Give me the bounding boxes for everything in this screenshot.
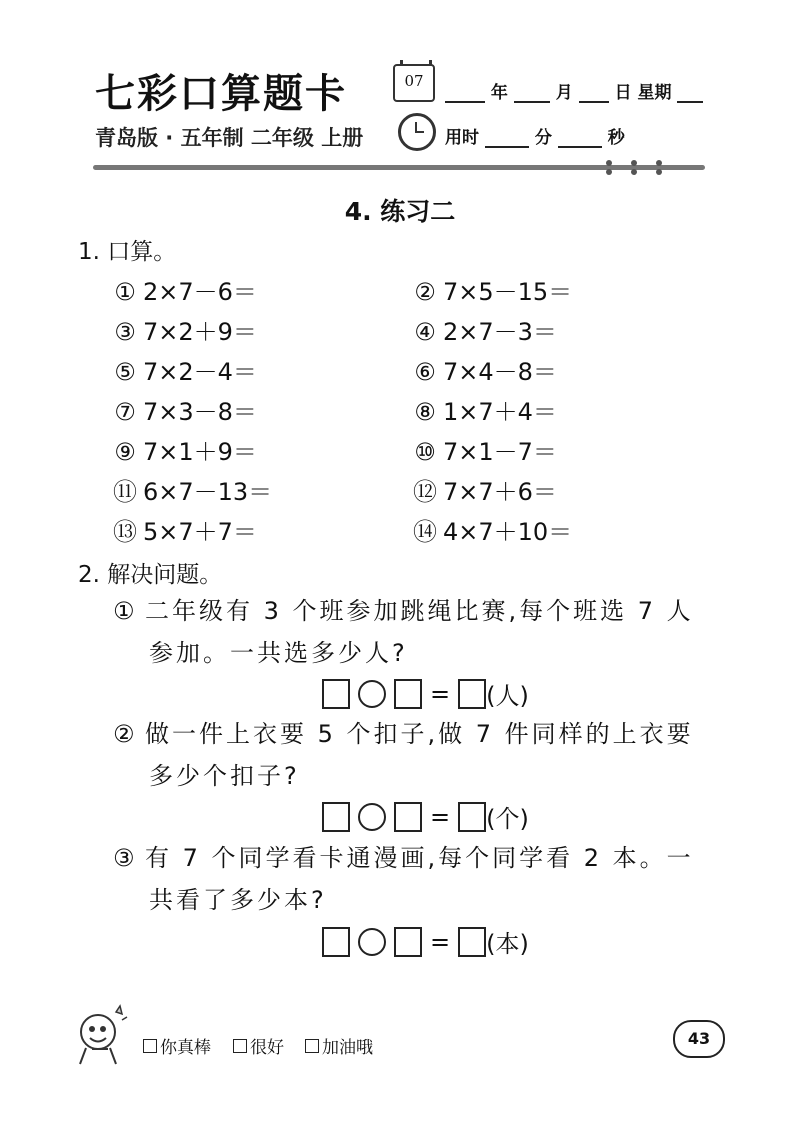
exercise-item	[113, 432, 257, 467]
section1-heading: 1. 口算。	[78, 239, 177, 265]
item-number: ⑩	[414, 438, 436, 466]
exercise-item	[113, 312, 257, 347]
item-number: ⑪	[113, 478, 137, 506]
item-expression: 6×7－13＝	[143, 478, 273, 506]
problem-number: ①	[113, 597, 138, 625]
item-expression: 7×1－7＝	[443, 438, 557, 466]
word-problem	[113, 590, 733, 674]
exercise-item	[113, 392, 257, 427]
answer-box[interactable]	[394, 679, 422, 709]
item-expression: 7×1＋9＝	[143, 438, 257, 466]
date-year-label: 年	[490, 83, 508, 103]
exercise-item	[113, 352, 257, 387]
date-fill-line	[445, 78, 703, 103]
item-expression: 5×7＋7＝	[143, 518, 257, 546]
answer-box[interactable]	[322, 679, 350, 709]
problem-number: ②	[113, 720, 138, 748]
item-expression: 7×4－8＝	[443, 358, 557, 386]
item-number: ①	[114, 278, 136, 306]
item-number: ④	[414, 318, 436, 346]
item-number: ⑦	[114, 398, 136, 426]
exercise-item	[413, 272, 572, 307]
unit-label: (人)	[486, 682, 529, 710]
page-title: 4. 练习二	[344, 197, 456, 226]
item-number: ⑭	[413, 518, 437, 546]
calendar-day: 07	[404, 72, 424, 90]
item-number: ⑤	[114, 358, 136, 386]
rating-label: 很好	[250, 1038, 284, 1058]
clock-icon	[398, 113, 436, 151]
exercise-item	[413, 512, 572, 547]
page-number: 43	[673, 1020, 725, 1058]
rating-checkbox[interactable]	[233, 1039, 247, 1053]
date-month-label: 月	[555, 83, 573, 103]
date-weekday-label: 星期	[637, 83, 672, 103]
operator-circle[interactable]	[358, 803, 386, 831]
exercise-item	[413, 352, 557, 387]
unit-label: (本)	[486, 930, 529, 958]
answer-equation	[322, 799, 529, 834]
rating-label: 加油哦	[322, 1038, 373, 1058]
problem-line: 有 7 个同学看卡通漫画,每个同学看 2 本。一	[145, 844, 694, 872]
problem-line: 二年级有 3 个班参加跳绳比赛,每个班选 7 人	[145, 597, 694, 625]
problem-number: ③	[113, 844, 138, 872]
operator-circle[interactable]	[358, 928, 386, 956]
edition-label: 青岛版 · 五年制 二年级 上册	[95, 126, 364, 150]
exercise-item	[113, 512, 257, 547]
item-number: ⑫	[413, 478, 437, 506]
date-day-label: 日	[614, 83, 632, 103]
item-expression: 2×7－6＝	[143, 278, 257, 306]
answer-box[interactable]	[394, 927, 422, 957]
rating-option[interactable]	[233, 1033, 284, 1058]
rating-label: 你真棒	[160, 1038, 211, 1058]
answer-equation	[322, 676, 529, 711]
exercise-item	[413, 472, 557, 507]
item-number: ⑬	[113, 518, 137, 546]
item-number: ⑧	[414, 398, 436, 426]
problem-line: 共看了多少本?	[149, 886, 327, 914]
item-number: ⑥	[414, 358, 436, 386]
word-problem	[113, 713, 733, 797]
divider-ornament	[656, 160, 662, 184]
operator-circle[interactable]	[358, 680, 386, 708]
rating-option[interactable]	[305, 1033, 373, 1058]
exercise-item	[413, 392, 557, 427]
calendar-icon	[393, 64, 435, 102]
unit-label: (个)	[486, 805, 529, 833]
answer-box[interactable]	[458, 927, 486, 957]
equals-sign: =	[430, 802, 451, 831]
word-problem	[113, 837, 733, 921]
answer-equation	[322, 924, 529, 959]
answer-box[interactable]	[458, 679, 486, 709]
item-expression: 1×7＋4＝	[443, 398, 557, 426]
answer-box[interactable]	[322, 927, 350, 957]
answer-box[interactable]	[458, 802, 486, 832]
time-fill-line	[445, 123, 625, 148]
problem-line: 做一件上衣要 5 个扣子,做 7 件同样的上衣要	[145, 720, 694, 748]
item-expression: 7×3－8＝	[143, 398, 257, 426]
item-expression: 7×2＋9＝	[143, 318, 257, 346]
header-divider	[93, 165, 705, 170]
answer-box[interactable]	[322, 802, 350, 832]
brand-title: 七彩口算题卡	[95, 71, 347, 117]
exercise-item	[413, 312, 557, 347]
item-expression: 7×2－4＝	[143, 358, 257, 386]
item-number: ⑨	[114, 438, 136, 466]
mascot-icon	[70, 1002, 130, 1068]
answer-box[interactable]	[394, 802, 422, 832]
exercise-item	[113, 472, 272, 507]
exercise-item	[113, 272, 257, 307]
problem-line: 多少个扣子?	[149, 762, 300, 790]
equals-sign: =	[430, 927, 451, 956]
item-number: ②	[414, 278, 436, 306]
item-expression: 2×7－3＝	[443, 318, 557, 346]
problem-line: 参加。一共选多少人?	[149, 639, 408, 667]
section2-heading: 2. 解决问题。	[78, 562, 223, 588]
rating-option[interactable]	[143, 1033, 211, 1058]
time-minute-label: 分	[534, 128, 552, 148]
time-second-label: 秒	[607, 128, 625, 148]
item-number: ③	[114, 318, 136, 346]
rating-checkbox[interactable]	[143, 1039, 157, 1053]
item-expression: 7×5－15＝	[443, 278, 573, 306]
divider-ornament	[631, 160, 637, 184]
item-expression: 4×7＋10＝	[443, 518, 573, 546]
exercise-item	[413, 432, 557, 467]
time-used-label: 用时	[445, 128, 479, 148]
item-expression: 7×7＋6＝	[443, 478, 557, 506]
divider-ornament	[606, 160, 612, 184]
equals-sign: =	[430, 679, 451, 708]
rating-checkbox[interactable]	[305, 1039, 319, 1053]
